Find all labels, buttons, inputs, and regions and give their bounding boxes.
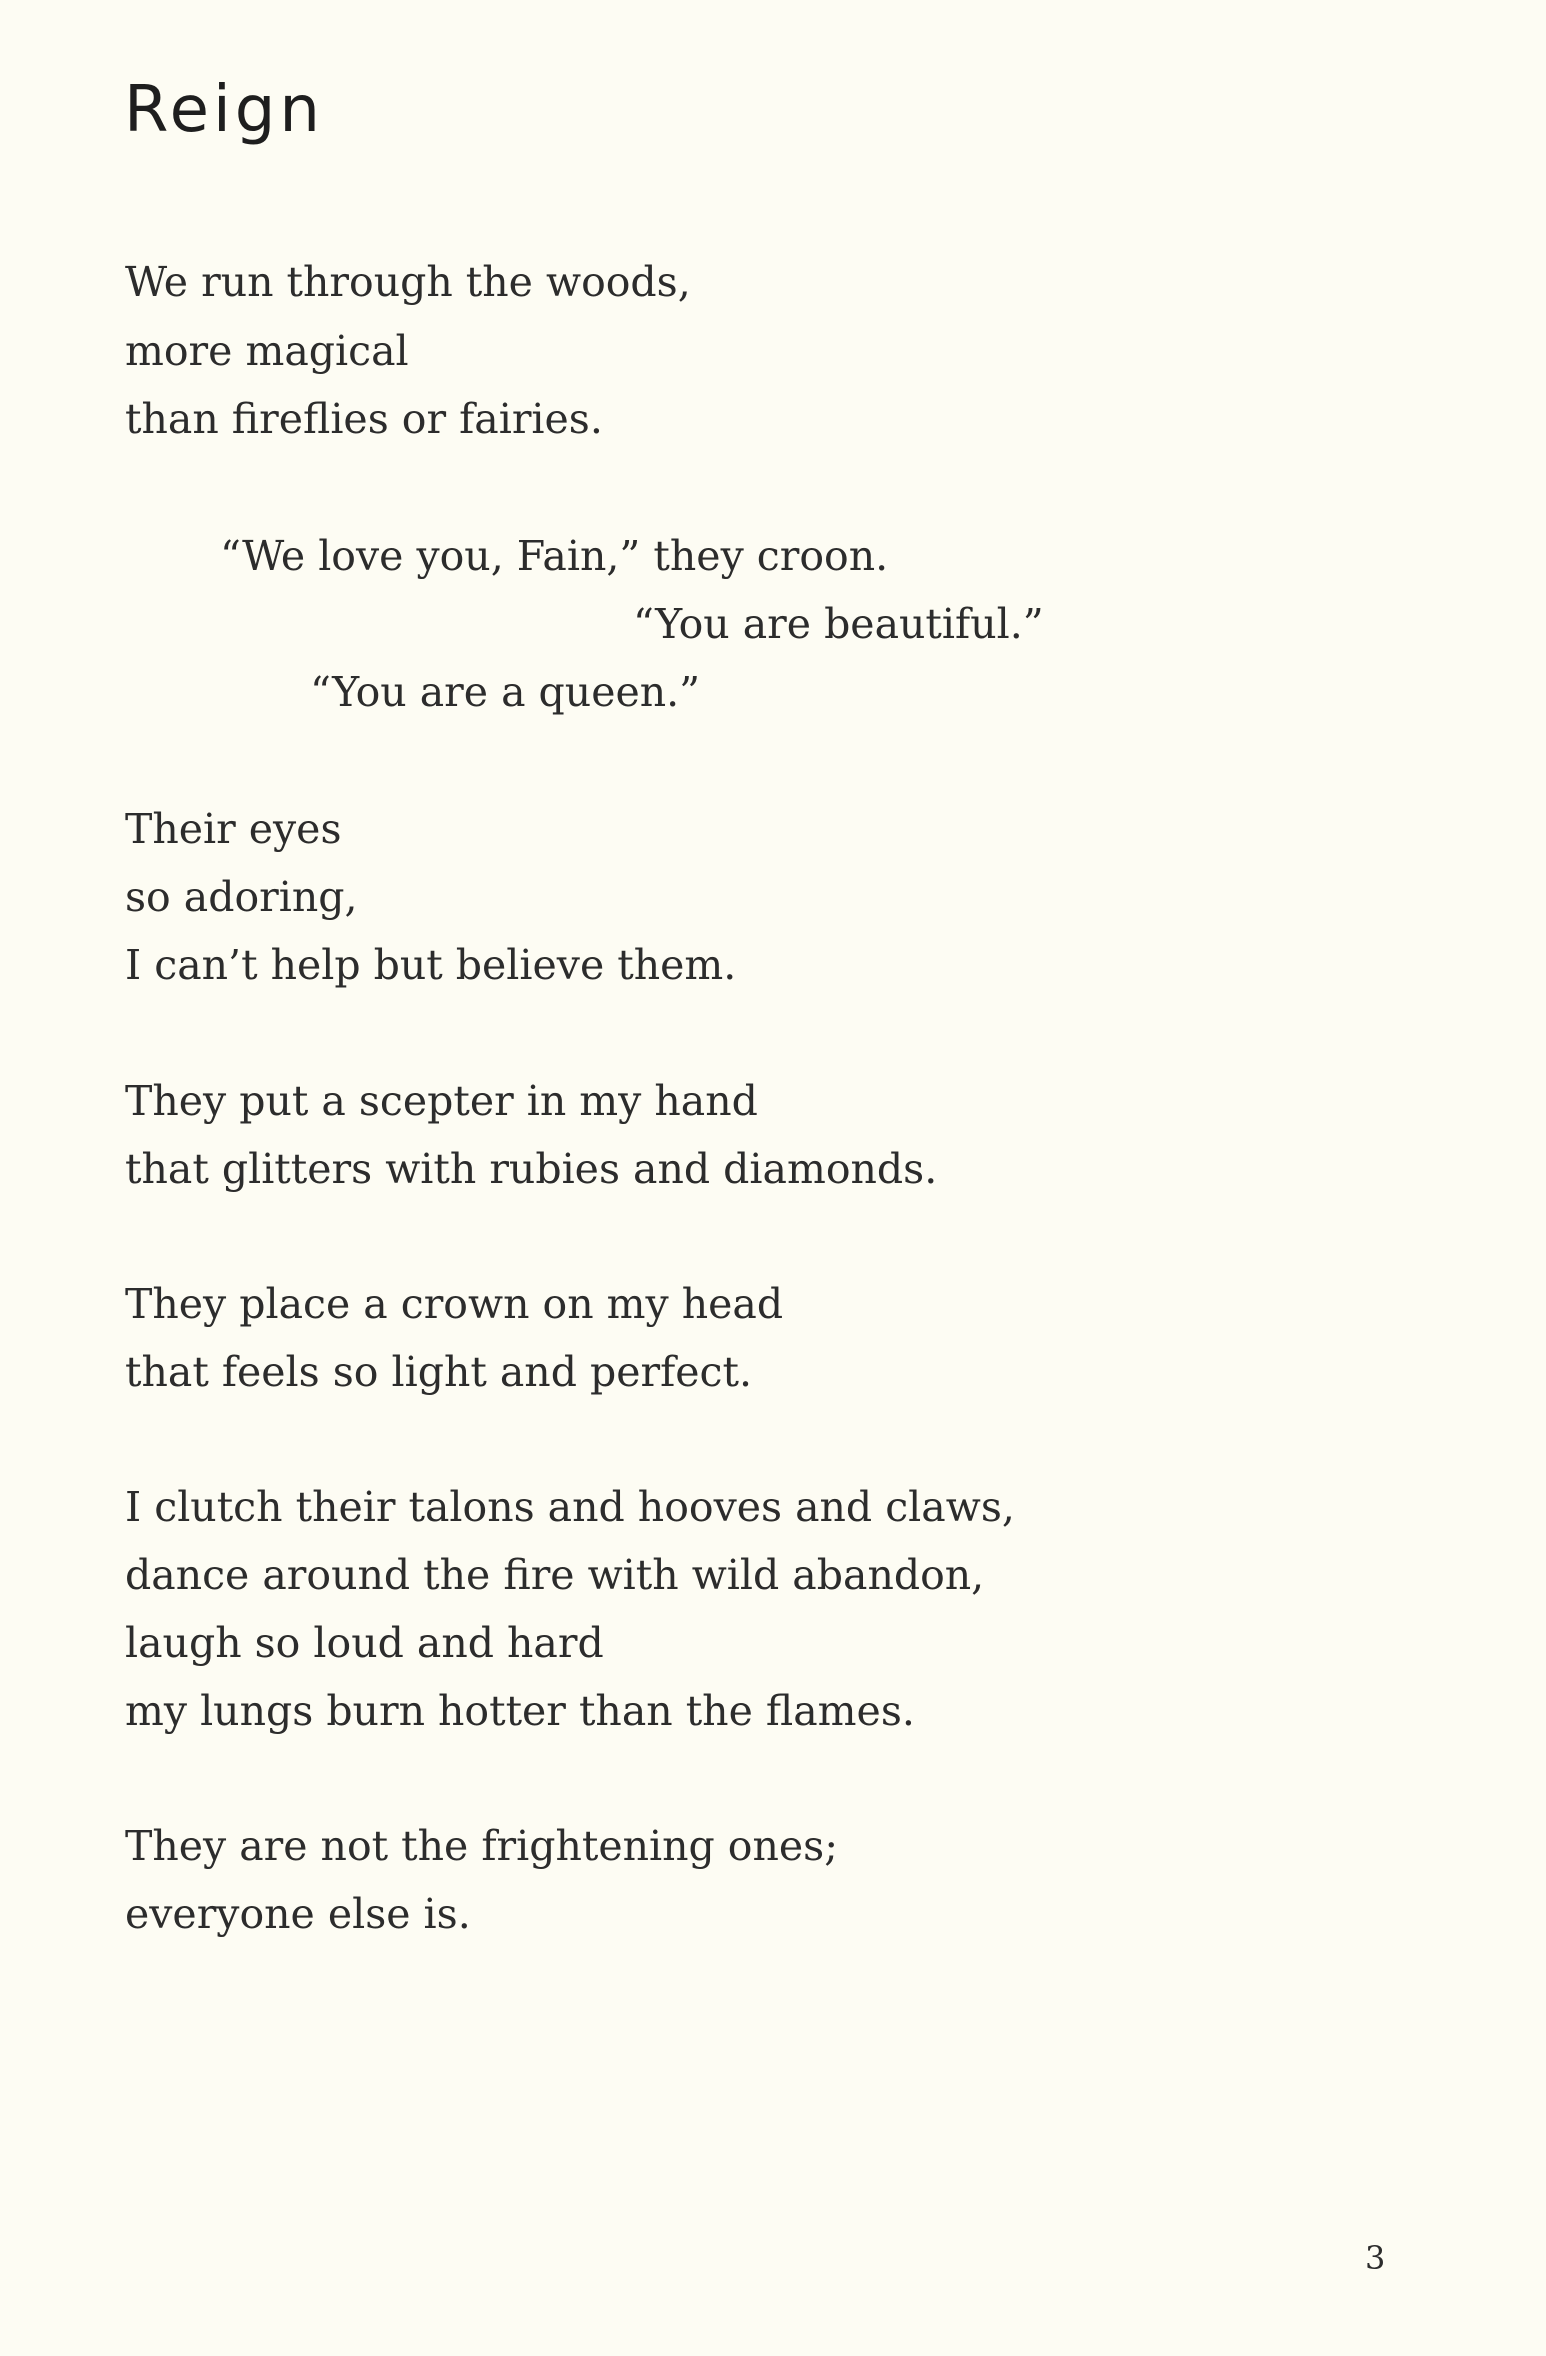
- poem-line: They put a scepter in my hand: [125, 1077, 758, 1125]
- poem-line: laugh so loud and hard: [125, 1619, 604, 1667]
- poem-line: I clutch their talons and hooves and claws,: [125, 1483, 1015, 1531]
- poem-line: Their eyes: [125, 805, 342, 853]
- poem-line: “We love you, Fain,” they croon.: [220, 532, 889, 580]
- poem-line: my lungs burn hotter than the flames.: [125, 1687, 915, 1735]
- poem-line: more magical: [125, 327, 409, 375]
- poem-line: We run through the woods,: [125, 258, 691, 306]
- poem-line: “You are beautiful.”: [633, 600, 1044, 648]
- poem-line: than fireflies or fairies.: [125, 395, 603, 443]
- poem-line: dance around the fire with wild abandon,: [125, 1551, 985, 1599]
- poem-line: that feels so light and perfect.: [125, 1348, 753, 1396]
- poem-line: I can’t help but believe them.: [125, 941, 737, 989]
- poem-line: They place a crown on my head: [125, 1280, 784, 1328]
- poem-line: “You are a queen.”: [310, 668, 701, 716]
- poem-line: everyone else is.: [125, 1890, 471, 1938]
- poem-line: that glitters with rubies and diamonds.: [125, 1145, 938, 1193]
- page-number: 3: [1365, 2239, 1386, 2277]
- poem-line: so adoring,: [125, 873, 358, 921]
- poem-title: Reign: [124, 73, 324, 147]
- poem-line: They are not the frightening ones;: [125, 1822, 839, 1870]
